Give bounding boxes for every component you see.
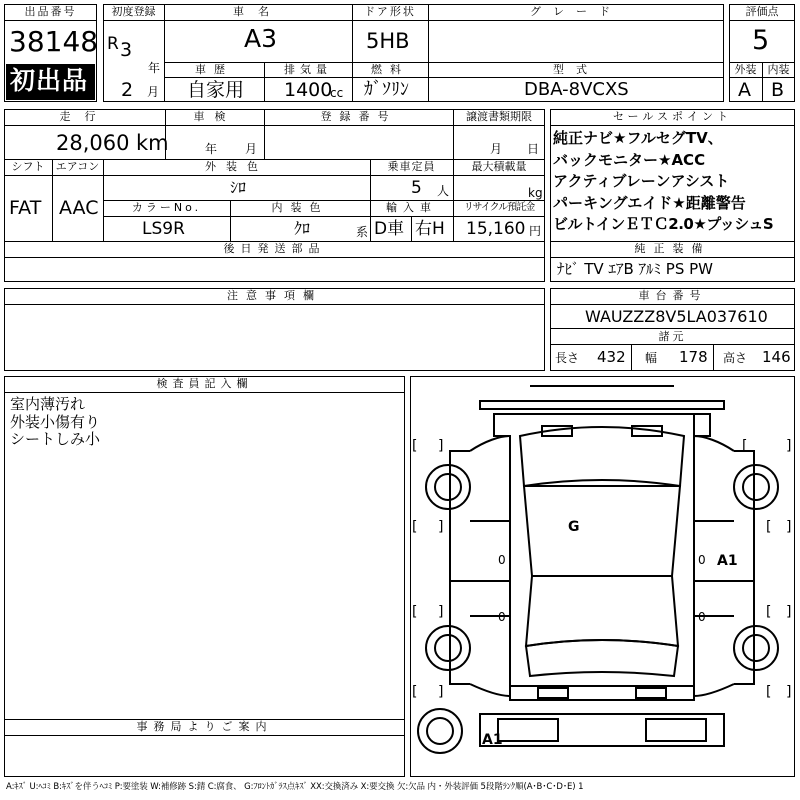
bracket-right-bottom-open: [ xyxy=(766,684,772,700)
aircon-value: AAC xyxy=(59,197,99,219)
model-label: 型式 xyxy=(553,63,599,76)
bracket-right-low-open: [ xyxy=(766,604,772,620)
transfer-day-unit: 日 xyxy=(527,142,540,156)
first-reg-month: 2 xyxy=(121,79,134,101)
sales-points-label: セールスポイント xyxy=(612,110,732,123)
max-load-unit: kg xyxy=(528,186,543,200)
ext-color-label: 外装色 xyxy=(205,160,268,173)
capacity-label: 乗車定員 xyxy=(387,160,436,173)
bracket-left-low-close: ] xyxy=(438,604,444,620)
recycle-label: リサイクル預託金 xyxy=(463,202,535,213)
ext-score-label: 外装 xyxy=(734,63,757,76)
mileage-value: 28,060 xyxy=(56,131,130,155)
transfer-label: 譲渡書類期限 xyxy=(466,110,532,123)
zero-mark-left-rear: 0 xyxy=(498,610,506,624)
sales-point-line: 純正ナビ★フルセグTV、 xyxy=(553,129,723,147)
int-score-label: 内装 xyxy=(767,63,790,76)
inspector-notes xyxy=(10,396,100,449)
bracket-left-mid-open: [ xyxy=(412,519,418,535)
ext-color-value: ｼﾛ xyxy=(230,178,247,197)
color-no-label: カラーNo. xyxy=(131,201,202,214)
bracket-right-mid-open: [ xyxy=(766,519,772,535)
inspection-label: 車検 xyxy=(193,110,236,123)
legend-text: A:ｷｽﾞ U:ﾍｺﾐ B:ｷｽﾞを伴うﾍｺﾐ P:要塗装 W:補修跡 S:錆 C:腐食、 G:ﾌﾛﾝﾄｶﾞﾗｽ点ｷｽﾞ XX:交換済み X:要交換 欠:欠品 内・外装評価 5段階ﾗﾝｸ順(A･B･C･D･E) 1 xyxy=(6,782,584,792)
dims-label: 諸元 xyxy=(658,330,687,343)
first-reg-era: R xyxy=(107,34,119,54)
max-load-label: 最大積載量 xyxy=(471,160,527,173)
history-label: 車歴 xyxy=(195,63,233,76)
score-value: 5 xyxy=(752,25,770,56)
bracket-right-bottom-close: ] xyxy=(786,684,792,700)
bracket-right-top-close: ] xyxy=(786,438,792,454)
displacement-value: 1400 xyxy=(284,79,333,101)
inspector-note-line: 室内薄汚れ xyxy=(10,395,86,413)
fuel-value: ｶﾞｿﾘﾝ xyxy=(364,79,409,100)
bracket-left-bottom-open: [ xyxy=(412,684,418,700)
first-reg-year: 3 xyxy=(120,39,133,61)
bracket-right-top-open: [ xyxy=(742,438,748,454)
import-dealer-value: D車 xyxy=(374,219,405,239)
sales-point-line: アクティブレーンアシスト xyxy=(553,172,730,190)
chassis-value: WAUZZZ8V5LA037610 xyxy=(585,307,768,326)
inspection-year-unit: 年 xyxy=(205,142,218,156)
height-value: 146 xyxy=(762,348,791,366)
history-value: 自家用 xyxy=(187,79,245,101)
score-label: 評価点 xyxy=(745,5,779,18)
car-name-value: A3 xyxy=(244,24,278,53)
bracket-left-top-open: [ xyxy=(412,438,418,454)
fuel-label: 燃料 xyxy=(371,63,409,76)
car-diagram xyxy=(410,376,795,777)
int-color-value: ｸﾛ xyxy=(294,219,311,238)
lot-number: 38148 xyxy=(9,25,99,58)
mark-roof: G xyxy=(568,519,580,535)
registration-label: 登録番号 xyxy=(320,110,397,123)
length-value: 432 xyxy=(597,348,626,366)
displacement-unit: cc xyxy=(330,86,344,100)
capacity-unit: 人 xyxy=(437,184,450,198)
transfer-month-unit: 月 xyxy=(490,142,503,156)
sales-point-line: バックモニター★ACC xyxy=(553,150,706,169)
later-parts-label: 後日発送部品 xyxy=(223,242,326,255)
equipment-value: ﾅﾋﾞ TV ｴｱB ｱﾙﾐ PS PW xyxy=(557,260,713,278)
sales-points-list xyxy=(553,128,793,236)
door-label: ドア形状 xyxy=(364,5,416,18)
bracket-right-low-close: ] xyxy=(786,604,792,620)
color-no-value: LS9R xyxy=(142,219,185,239)
notes-label: 注意事項欄 xyxy=(227,289,322,302)
length-label: 長さ xyxy=(555,351,580,365)
zero-mark-right-front: 0 xyxy=(698,553,706,567)
width-value: 178 xyxy=(679,348,708,366)
lot-label: 出品番号 xyxy=(24,5,77,18)
width-label: 幅 xyxy=(645,351,658,365)
bracket-left-mid-close: ] xyxy=(438,519,444,535)
first-reg-label: 初度登録 xyxy=(111,5,156,18)
sales-point-line: パーキングエイド★距離警告 xyxy=(553,193,746,212)
first-reg-month-unit: 月 xyxy=(147,85,160,99)
model-value: DBA-8VCXS xyxy=(524,79,629,100)
int-score-value: B xyxy=(771,79,785,101)
ext-score-value: A xyxy=(738,79,751,101)
mileage-unit: km xyxy=(136,131,169,155)
bracket-left-top-close: ] xyxy=(438,438,444,454)
shift-label: シフト xyxy=(11,160,45,173)
bracket-left-bottom-close: ] xyxy=(438,684,444,700)
capacity-value: 5 xyxy=(411,178,422,198)
inspector-label: 検査員記入欄 xyxy=(156,377,253,390)
equipment-label: 純正装備 xyxy=(634,242,711,255)
zero-mark-right-rear: 0 xyxy=(698,610,706,624)
inspector-note-line: シートしみ小 xyxy=(10,430,101,448)
mileage-label: 走行 xyxy=(59,110,110,123)
office-label: 事務局よりご案内 xyxy=(136,720,273,733)
grade-label: グレード xyxy=(530,5,622,18)
car-name-label: 車名 xyxy=(233,5,283,18)
sales-point-line: ビルトインＥＴＣ2.0★プッシュS xyxy=(553,215,774,233)
import-handle-value: 右H xyxy=(415,219,445,239)
recycle-unit: 円 xyxy=(529,224,542,238)
mark-front-bumper: A1 xyxy=(482,732,503,748)
first-listing-badge-text: 初出品 xyxy=(10,66,89,95)
recycle-value: 15,160 xyxy=(466,219,526,239)
import-label: 輸入車 xyxy=(386,201,437,214)
bracket-left-low-open: [ xyxy=(412,604,418,620)
door-value: 5HB xyxy=(366,29,410,53)
int-color-suffix: 系 xyxy=(356,225,369,239)
shift-value: FAT xyxy=(9,197,42,219)
displacement-label: 排気量 xyxy=(284,63,332,76)
first-reg-year-unit: 年 xyxy=(148,61,161,75)
int-color-label: 内装色 xyxy=(271,201,329,214)
chassis-label: 車台番号 xyxy=(638,289,707,302)
inspector-note-line: 外装小傷有り xyxy=(10,412,101,431)
bracket-right-mid-close: ] xyxy=(786,519,792,535)
height-label: 高さ xyxy=(723,351,748,365)
mark-right-door: A1 xyxy=(717,553,738,569)
zero-mark-left-front: 0 xyxy=(498,553,506,567)
inspection-month-unit: 月 xyxy=(245,142,258,156)
aircon-label: エアコン xyxy=(55,160,100,173)
